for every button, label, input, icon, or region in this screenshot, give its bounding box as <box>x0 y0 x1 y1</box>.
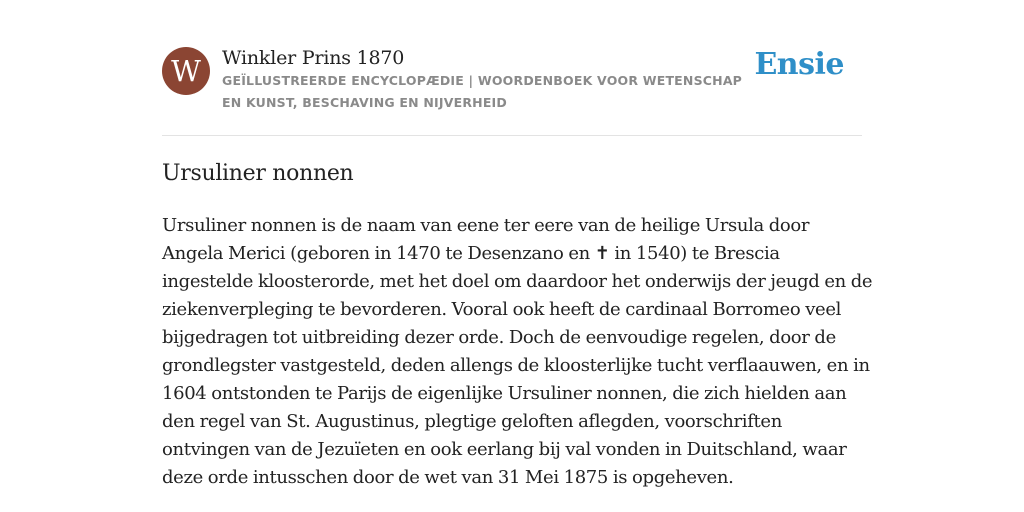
source-avatar[interactable]: W <box>162 47 210 95</box>
entry-title: Ursuliner nonnen <box>162 161 354 186</box>
entry-body: Ursuliner nonnen is de naam van eene ter eere van de heilige Ursula door Angela Merici (geboren in 1470 te Desenzano en ✝ in 1540) te Brescia ingestelde kloosterorde, met het doel om daardoor het onderwijs der jeugd en de ziekenverpleging te bevorderen. Vooral ook heeft de cardinaal Borromeo veel bijgedragen tot uitbreiding dezer orde. Doch de eenvoudige regelen, door de grondlegster vastgesteld, deden allengs de kloosterlijke tucht verflaauwen, en in 1604 ontstonden te Parijs de eigenlijke Ursuliner nonnen, die zich hielden aan den regel van St. Augustinus, plegtige geloften aflegden, voorschriften ontvingen van de Jezuïeten en ook eerlang bij val vonden in Duitschland, waar deze orde intusschen door de wet van 31 Mei 1875 is opgeheven. <box>162 215 873 488</box>
source-header <box>162 44 862 136</box>
source-info <box>222 44 752 114</box>
header-divider <box>162 135 862 136</box>
source-title[interactable]: Winkler Prins 1870 <box>222 47 405 69</box>
source-subtitle: GEÏLLUSTREERDE ENCYCLOPÆDIE | WOORDENBOEK VOOR WETENSCHAP EN KUNST, BESCHAVING EN NIJVERHEID <box>222 73 743 110</box>
ensie-logo[interactable]: Ensie <box>754 47 844 82</box>
